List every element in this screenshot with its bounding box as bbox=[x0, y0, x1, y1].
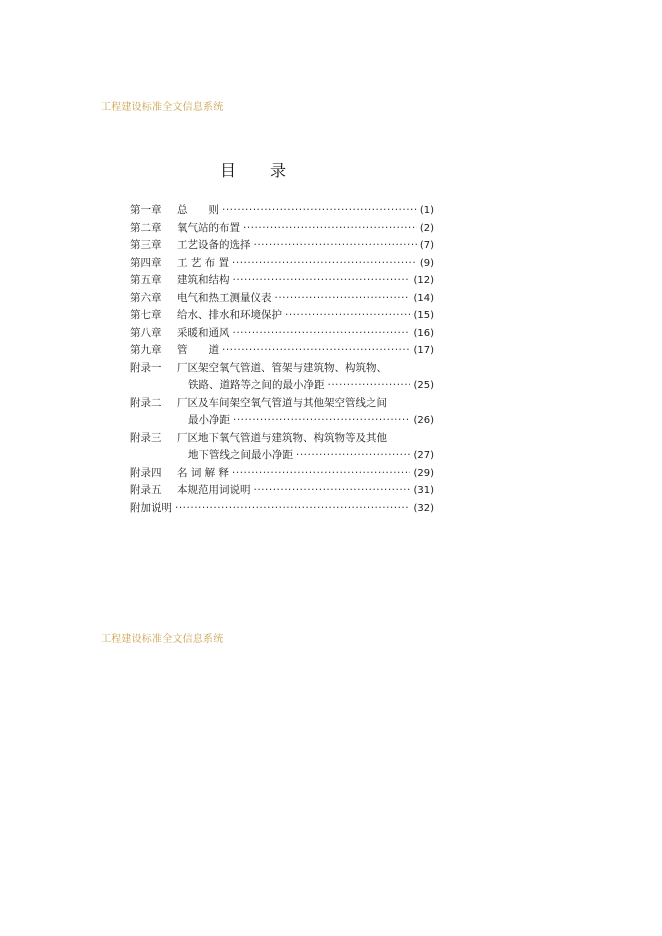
toc-page-number: (7) bbox=[419, 240, 434, 251]
toc-leader-dots bbox=[243, 220, 417, 238]
toc-entry-title: 管 道 bbox=[177, 344, 219, 356]
toc-page-number: (14) bbox=[413, 292, 434, 304]
toc-page-number: (15) bbox=[413, 310, 434, 321]
toc-entry-title: 厂区架空氧气管道、管架与建筑物、构筑物、 bbox=[177, 361, 387, 374]
toc-chapter-label: 第一章 bbox=[130, 204, 162, 216]
toc-leader-dots bbox=[222, 342, 410, 360]
toc-leader-dots bbox=[285, 307, 410, 325]
toc-chapter-label: 第七章 bbox=[130, 309, 162, 321]
toc-page-number: (2) bbox=[419, 222, 434, 234]
toc-entry-title: 名 词 解 释 bbox=[177, 466, 230, 479]
page-title: 目录 bbox=[219, 161, 320, 180]
toc-leader-dots bbox=[233, 272, 411, 290]
toc-chapter-label: 附录三 bbox=[130, 431, 162, 444]
toc-leader-dots bbox=[175, 500, 410, 518]
toc-leader-dots bbox=[233, 325, 411, 343]
toc-entry-title: 建筑和结构 bbox=[177, 274, 230, 286]
toc-chapter-label: 第五章 bbox=[130, 274, 162, 286]
toc-entry-line1[interactable] bbox=[130, 395, 434, 413]
toc-entry[interactable] bbox=[130, 307, 434, 325]
toc-entry[interactable] bbox=[130, 237, 434, 255]
toc-page-number: (12) bbox=[413, 275, 434, 286]
toc-page-number: (26) bbox=[413, 415, 434, 426]
toc-entry-line2[interactable] bbox=[130, 412, 434, 430]
toc-entry-title: 厂区地下氧气管道与建筑物、构筑物等及其他 bbox=[177, 431, 387, 444]
toc-entry-line2[interactable] bbox=[130, 377, 434, 395]
toc-page-number: (16) bbox=[413, 327, 434, 339]
toc-entry-title: 工艺设备的选择 bbox=[177, 239, 251, 251]
toc-entry-title: 工 艺 布 置 bbox=[177, 256, 230, 269]
toc-chapter-label: 第二章 bbox=[130, 221, 162, 234]
toc-chapter-label: 附录四 bbox=[130, 466, 162, 479]
toc-page-number: (9) bbox=[419, 257, 434, 269]
toc-entry-line2[interactable] bbox=[130, 447, 434, 465]
toc-entry-title: 电气和热工测量仪表 bbox=[177, 291, 272, 304]
toc-chapter-label: 第九章 bbox=[130, 344, 162, 356]
toc-entry-title: 总 则 bbox=[177, 204, 219, 216]
toc-leader-dots bbox=[275, 290, 411, 308]
toc-entry-line1[interactable] bbox=[130, 360, 434, 378]
toc-chapter-label: 第六章 bbox=[130, 291, 162, 304]
toc-entry[interactable] bbox=[130, 220, 434, 238]
toc-entry[interactable] bbox=[130, 202, 434, 220]
toc-entry[interactable] bbox=[130, 290, 434, 308]
toc-page-number: (31) bbox=[413, 485, 434, 496]
toc-entry[interactable] bbox=[130, 482, 434, 500]
toc-chapter-label: 附加说明 bbox=[130, 501, 172, 514]
toc-page-number: (32) bbox=[413, 502, 434, 514]
toc-entry-title: 采暖和通风 bbox=[177, 326, 230, 339]
toc-entry[interactable] bbox=[130, 500, 434, 518]
toc-chapter-label: 第四章 bbox=[130, 256, 162, 269]
toc-entry[interactable] bbox=[130, 342, 434, 360]
toc-entry-title-cont: 最小净距 bbox=[188, 414, 230, 426]
toc-leader-dots bbox=[296, 447, 410, 465]
toc-page-number: (29) bbox=[413, 467, 434, 479]
toc-entry[interactable] bbox=[130, 255, 434, 273]
toc-chapter-label: 第八章 bbox=[130, 326, 162, 339]
toc-page-number: (27) bbox=[413, 450, 434, 461]
toc-entry-title: 氧气站的布置 bbox=[177, 221, 240, 234]
watermark-bottom: 工程建设标准全文信息系统 bbox=[101, 634, 224, 645]
watermark-top: 工程建设标准全文信息系统 bbox=[101, 102, 224, 113]
toc-entry[interactable] bbox=[130, 325, 434, 343]
toc-leader-dots bbox=[254, 482, 411, 500]
toc-chapter-label: 第三章 bbox=[130, 239, 162, 251]
toc-entry-title-cont: 铁路、道路等之间的最小净距 bbox=[188, 379, 325, 391]
toc-chapter-label: 附录五 bbox=[130, 484, 162, 496]
toc-leader-dots bbox=[254, 237, 417, 255]
toc-entry-title: 厂区及车间架空氧气管道与其他架空管线之间 bbox=[177, 396, 387, 409]
toc-entry-title-cont: 地下管线之间最小净距 bbox=[188, 449, 293, 461]
toc-leader-dots bbox=[233, 412, 410, 430]
toc-page-number: (25) bbox=[413, 380, 434, 391]
toc-leader-dots bbox=[232, 255, 417, 273]
toc-entry[interactable] bbox=[130, 272, 434, 290]
toc-entry[interactable] bbox=[130, 465, 434, 483]
toc-chapter-label: 附录一 bbox=[130, 361, 162, 374]
table-of-contents bbox=[130, 202, 434, 517]
toc-page-number: (17) bbox=[413, 345, 434, 356]
toc-leader-dots bbox=[232, 465, 410, 483]
toc-entry-title: 本规范用词说明 bbox=[177, 484, 251, 496]
toc-page-number: (1) bbox=[419, 205, 434, 216]
toc-leader-dots bbox=[328, 377, 411, 395]
toc-chapter-label: 附录二 bbox=[130, 396, 162, 409]
toc-leader-dots bbox=[222, 202, 417, 220]
toc-entry-title: 给水、排水和环境保护 bbox=[177, 309, 282, 321]
toc-entry-line1[interactable] bbox=[130, 430, 434, 448]
